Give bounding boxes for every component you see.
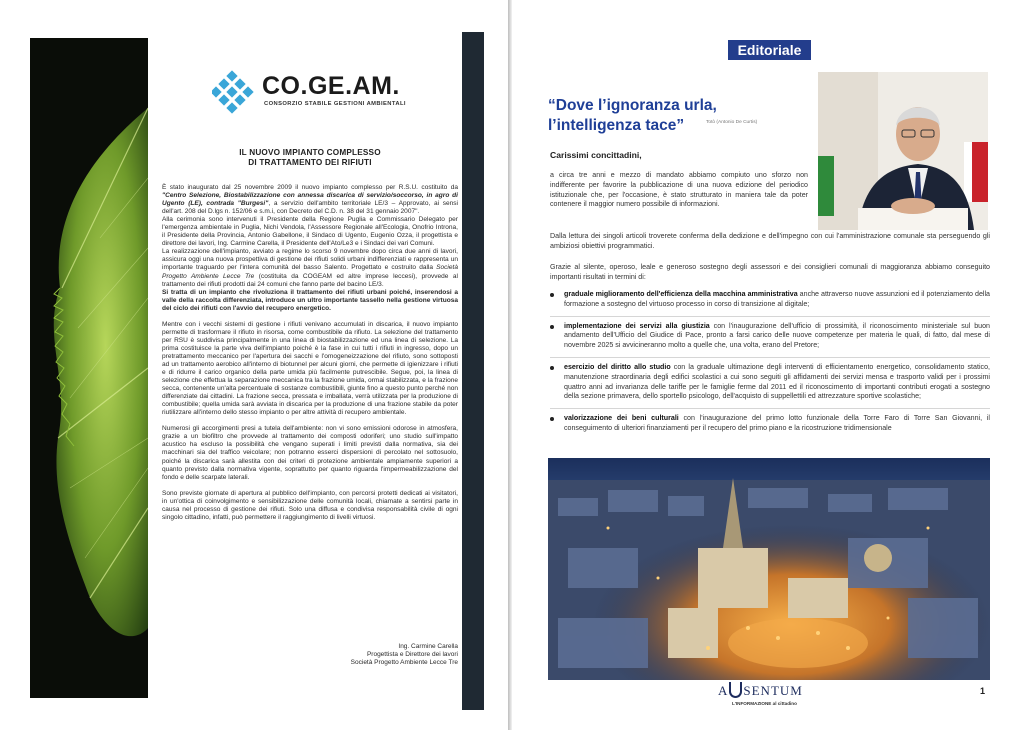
article-highlight: Si tratta di un impianto che rivoluziona il trattamento dei rifiuti urbani poiché, inserendosi a valle della raccolta differenziata, introduce un ultro importante tassello nella gestione virtuosa del ciclo dei rifiuti con l'avvio del recupero energetico. xyxy=(162,288,458,312)
bullet-icon xyxy=(550,417,554,421)
leaf-photo xyxy=(30,38,148,698)
cogeam-logo-icon xyxy=(212,70,256,114)
bullet-icon xyxy=(550,293,554,297)
ausentum-tagline: L'INFORMAZIONE al cittadino xyxy=(732,701,797,706)
quote-line2: l’intelligenza tace” xyxy=(548,117,685,134)
article-paragraph: Sono previste giornate di apertura al pubblico dell'impianto, con percorsi protetti dedicati ai visitatori, in un'ottica di coinvolgimento e sensibilizzazione delle comunità locali, chiamate a sentirsi parte in causa nel processo di gestione dei rifiuti. Solo una diffusa e condivisa responsabilità civile di ogni singolo cittadino, infatti, può permettere il raggiungimento di livelli virtuosi. xyxy=(162,489,458,521)
left-page xyxy=(0,0,508,730)
editorial-quote xyxy=(548,96,788,136)
leaf-icon xyxy=(30,38,148,698)
ausentum-logo-name: A SENTUM xyxy=(718,683,803,698)
list-item: graduale miglioramento dell'efficienza della macchina amministrativa anche attraverso nuove assunzioni ed il potenziamento della formazione a sostegno del virtuoso processo in corso di transizione al digitale; xyxy=(550,290,990,317)
article-title-line1: IL NUOVO IMPIANTO COMPLESSO xyxy=(239,148,381,157)
ausentum-logo xyxy=(718,682,828,716)
city-night-icon xyxy=(548,458,990,680)
right-page xyxy=(512,0,1024,730)
editorial-paragraph: Grazie al silente, operoso, leale e generoso sostegno degli assessori e dei consiglieri comunali di maggioranza abbiamo conseguito importanti risultati in termini di: xyxy=(550,263,990,281)
page-number: 1 xyxy=(980,686,986,696)
list-item: valorizzazione dei beni culturali con l'inaugurazione del primo lotto funzionale della Torre Faro di Torre San Giovanni, il conseguimento di ulteriori finanziamenti per il recupero del primo piano e la ricostruzione tridimensionale xyxy=(550,414,990,440)
logo-subtitle: CONSORZIO STABILE GESTIONI AMBIENTALI xyxy=(264,101,406,107)
signature-block xyxy=(300,643,458,668)
article-paragraph: Alla cerimonia sono intervenuti il Presidente della Regione Puglia e Commissario Delegato per l'emergenza ambientale in Puglia, Nichi Vendola, l'Assessore Regionale all'Ecologia, Onofrio Introna, il Presidente della Provincia, Antonio Gabellone, il Sindaco di Ugento, Eugenio Ozza, il progettista e direttore dei lavori, Ing. Carmine Carella, il Presidente dell'Ato/Le3 e i Sindaci dei vari Comuni. xyxy=(162,216,458,248)
editorial-paragraph: Dalla lettura dei singoli articoli troverete conferma della dedizione e dell'impegno con cui l'amministrazione comunale sta perseguendo gli ambiziosi obiettivi programmatici. xyxy=(550,232,990,250)
mayor-portrait-photo xyxy=(818,72,988,230)
article-body xyxy=(162,184,458,530)
signature-role: Progettista e Direttore dei lavori xyxy=(366,651,458,659)
article-paragraph: La realizzazione dell'impianto, avviato a regime lo scorso 9 novembre dopo circa due anni di lavori, assicura oggi una nuova prospettiva di gestione dei rifiuti solidi urbani indifferenziati e rappresenta un importante traguardo per l'intera comunità del basso Salento. Progettato e costruito dalla Società Progetto Ambiente Lecce Tre (costituita da COGEAM ed altre imprese leccesi), provvede al trattamento dei rifiuti prodotti dai 24 comuni che fanno parte del bacino LE/3. xyxy=(162,248,458,288)
portrait-icon xyxy=(818,72,988,230)
shield-icon xyxy=(729,682,742,698)
results-list xyxy=(550,290,990,445)
cogeam-logo xyxy=(212,70,412,114)
signature-name: Ing. Carmine Carella xyxy=(398,643,458,650)
binding-strip xyxy=(462,32,484,710)
quote-source: Totò (Antonio De Curtis) xyxy=(706,120,758,125)
article-title xyxy=(160,148,460,168)
article-title-line2: DI TRATTAMENTO DEI RIFIUTI xyxy=(248,158,372,167)
list-item: implementazione dei servizi alla giustizia con l'inaugurazione dell'ufficio di prossimità, il riconoscimento ministeriale sul buon andamento dell'Ufficio del Giudice di Pace, pronto a farsi carico delle nuove competenze per materia le quali, di fatto, dal mese di novembre 2025 si avvicineranno molto a quelle che, una volta, erano del Pretore; xyxy=(550,322,990,358)
logo-name: CO.GE.AM. xyxy=(262,72,400,100)
salutation: Carissimi concittadini, xyxy=(550,150,642,160)
article-paragraph: Numerosi gli accorgimenti presi a tutela dell'ambiente: non vi sono emissioni odorose in atmosfera, grazie a un biofiltro che provvede al trattamento dei composti odoriferi; uno studio sull'impatto acustico ha escluso la possibilità che vengano superati i limiti previsti dalla normativa, sia dei macchinari sia del traffico veicolare; non potranno esserci dispersioni di percolato nel sottosuolo, poiché la discarica sarà allestita con dei criteri di protezione ambientale ampiamente superiori a quanto previsto dalla normativa vigente, soprattutto per quanto riguarda l'impermeabilizzazione del fondo e delle scarpate laterali. xyxy=(162,425,458,481)
bullet-icon xyxy=(550,366,554,370)
list-item: esercizio del diritto allo studio con la graduale ultimazione degli interventi di efficientamento energetico, consolidamento statico, manutenzione straordinaria degli edifici scolastici a cui sono seguiti gli affidamenti dei servizi mensa e trasporto validi per i prossimi quattro anni ad invarianza delle tariffe per le famiglie ferme dal 2011 ed il riconoscimento di importanti contributi erogati a sostegno della sezione primavera, dello sportello psicologo, dell'acquisto di suppellettili ed attrezzature sportive scolastiche; xyxy=(550,363,990,409)
article-paragraph: Mentre con i vecchi sistemi di gestione i rifiuti venivano accumulati in discarica, il nuovo impianto permette di trasformare il rifiuto in risorsa, come combustibile da rifiuto. La selezione del trattamento per RSU è suddivisa principalmente in una linea di biostabilizzazione ed una linea di selezione. La prima costituisce la parte viva dell'impianto poiché è la fase in cui tutti i rifiuti in ingresso, dopo un pretrattamento meccanico per l'apertura dei sacchi e l'omogeneizzazione del rifiuto, sono sottoposti ad un trattamento aerobico all'interno di biotunnel per alcuni giorni, che permette di igienizzare i rifiuti e di ridurre il carico organico della parte umida più facilmente putrescibile. Segue, poi, la linea di selezione che effettua la separazione meccanica tra la frazione umida, ormai stabilizzata, e la frazione secca, contenente un'alta percentuale di sostanze combustibili, giunte fino a questo punto perché non differenziate dai cittadini. La frazione secca, pressata e imballata, verrà utilizzata per la produzione di combustibile; quella umida sarà avviata in discarica per la produzione di una frazione stabile da poter riutilizzare all'interno dello stesso impianto o per altre attività di recupero ambientale. xyxy=(162,320,458,417)
signature-company: Società Progetto Ambiente Lecce Tre xyxy=(350,659,458,667)
quote-line1: “Dove l’ignoranza urla, xyxy=(548,97,717,114)
town-aerial-photo xyxy=(548,458,990,680)
section-label: Editoriale xyxy=(728,40,811,60)
bullet-icon xyxy=(550,325,554,329)
article-paragraph: È stato inaugurato dal 25 novembre 2009 il nuovo impianto complesso per R.S.U. costituito da "Centro Selezione, Biostabilizzazione con annessa discarica di servizio/soccorso, in agro di Ugento (LE), contrada "Burgesi", a servizio dell'ambito territoriale LE/3 – Approvato, ai sensi dell'art. 208 del D.lgs n. 152/06 e s.m.i, con Decreto del C.D. n. 38 del 31 gennaio 2007". xyxy=(162,184,459,216)
editorial-intro: a circa tre anni e mezzo di mandato abbiamo compiuto uno sforzo non indifferente per favorire la pubblicazione di una nuova edizione del periodico istituzionale che, per l'occasione, è stato strutturato in maniera tale da poter contenere il maggior numero possibile di informazioni. xyxy=(550,171,808,209)
